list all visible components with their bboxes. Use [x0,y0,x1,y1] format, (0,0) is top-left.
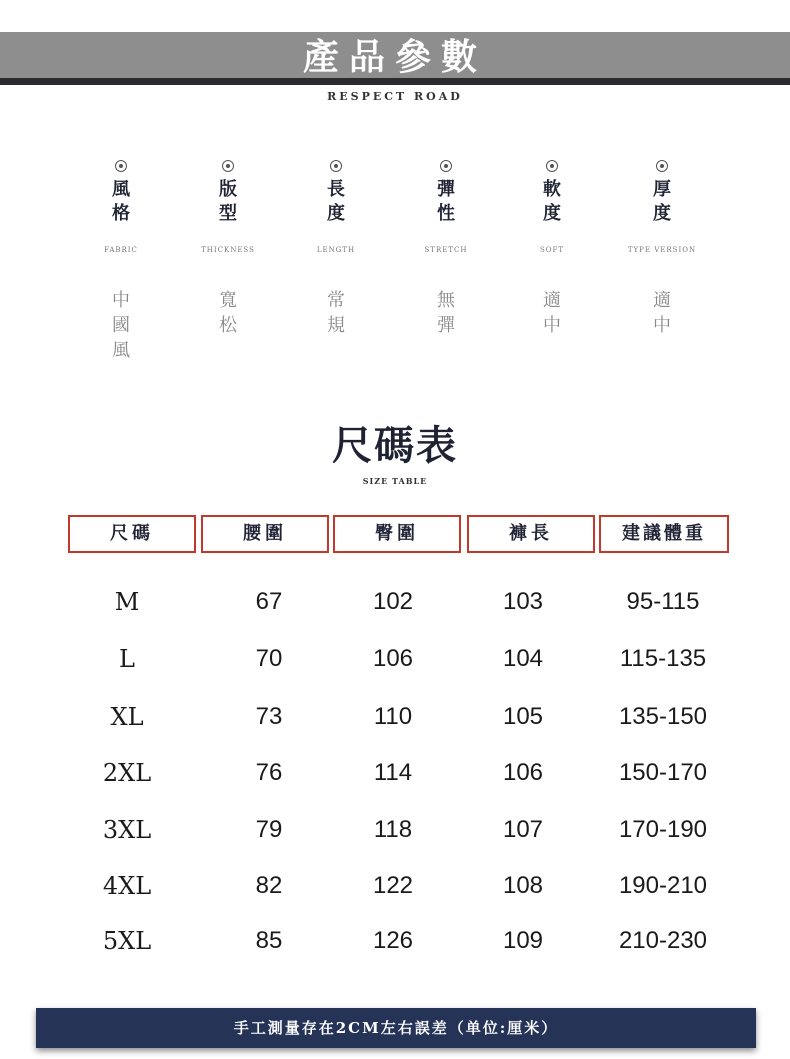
cell-waist: 76 [255,759,283,786]
header-pants-length: 褲長 [467,515,595,553]
cell-waist: 67 [255,588,283,615]
size-table-title: 尺碼表 [332,422,458,469]
cell-hip: 122 [372,872,414,899]
cell-hip: 102 [372,588,414,615]
attribute-value: 適中 [543,290,561,336]
cell-hip: 118 [373,816,413,843]
attribute-style [66,160,176,361]
cell-suggested-weight: 135-150 [618,703,708,730]
size-table-subtitle: SIZE TABLE [362,476,428,486]
cell-size: XL [110,703,144,731]
header-hip: 臀圍 [333,515,461,553]
cell-waist: 73 [255,703,283,730]
attribute-label: 厚度 [653,179,671,224]
cell-size: 4XL [102,872,152,900]
attribute-value: 無彈 [437,290,455,336]
attribute-stretch [391,160,501,336]
header-suggested-weight: 建議體重 [599,515,729,553]
attribute-english-label: THICKNESS [201,246,255,254]
cell-waist: 79 [255,816,283,843]
cell-suggested-weight: 150-170 [618,759,708,786]
page-title: 產品參數 [302,36,487,78]
measurement-note: 手工測量存在2CM左右誤差（单位:厘米） [36,1008,756,1048]
attribute-value: 適中 [653,290,671,336]
attribute-value: 中國風 [112,290,130,361]
header-waist: 腰圍 [201,515,329,553]
cell-waist: 82 [255,872,283,899]
attribute-value: 常規 [327,290,345,336]
attribute-label: 彈性 [437,179,455,224]
circle-dot-icon [222,160,234,172]
cell-pants-length: 105 [502,703,544,730]
attribute-label: 版型 [219,179,237,224]
attribute-value: 寬松 [219,290,237,336]
attribute-label: 長度 [327,179,345,224]
attribute-fit [173,160,283,336]
header-size: 尺碼 [68,515,196,553]
attribute-label: 軟度 [543,179,561,224]
circle-dot-icon [330,160,342,172]
cell-size: L [119,645,135,673]
cell-pants-length: 103 [502,588,544,615]
attribute-length [281,160,391,336]
attribute-english-label: SOFT [539,246,565,254]
cell-suggested-weight: 95-115 [626,588,700,615]
attribute-english-label: STRETCH [424,246,468,254]
cell-waist: 85 [255,927,283,954]
cell-hip: 110 [373,703,413,730]
cell-pants-length: 106 [502,759,544,786]
cell-suggested-weight: 115-135 [619,645,707,672]
cell-size: 5XL [102,927,152,955]
cell-hip: 114 [373,759,413,786]
attribute-label: 風格 [112,179,130,224]
cell-hip: 126 [372,927,414,954]
attribute-english-label: LENGTH [316,246,356,254]
cell-suggested-weight: 190-210 [618,872,708,899]
cell-waist: 70 [255,645,283,672]
cell-suggested-weight: 170-190 [618,816,708,843]
cell-pants-length: 107 [502,816,544,843]
cell-pants-length: 109 [502,927,544,954]
page-subtitle: RESPECT ROAD [327,90,463,103]
cell-pants-length: 108 [502,872,544,899]
attribute-english-label: TYPE VERSION [627,246,697,254]
attribute-softness [497,160,607,336]
circle-dot-icon [115,160,127,172]
circle-dot-icon [546,160,558,172]
cell-size: 3XL [102,816,152,844]
attribute-thickness [607,160,717,336]
attribute-english-label: FABRIC [104,246,138,254]
cell-suggested-weight: 210-230 [618,927,708,954]
circle-dot-icon [656,160,668,172]
cell-size: M [114,588,140,616]
cell-pants-length: 104 [502,645,544,672]
cell-size: 2XL [102,759,152,787]
circle-dot-icon [440,160,452,172]
cell-hip: 106 [372,645,414,672]
